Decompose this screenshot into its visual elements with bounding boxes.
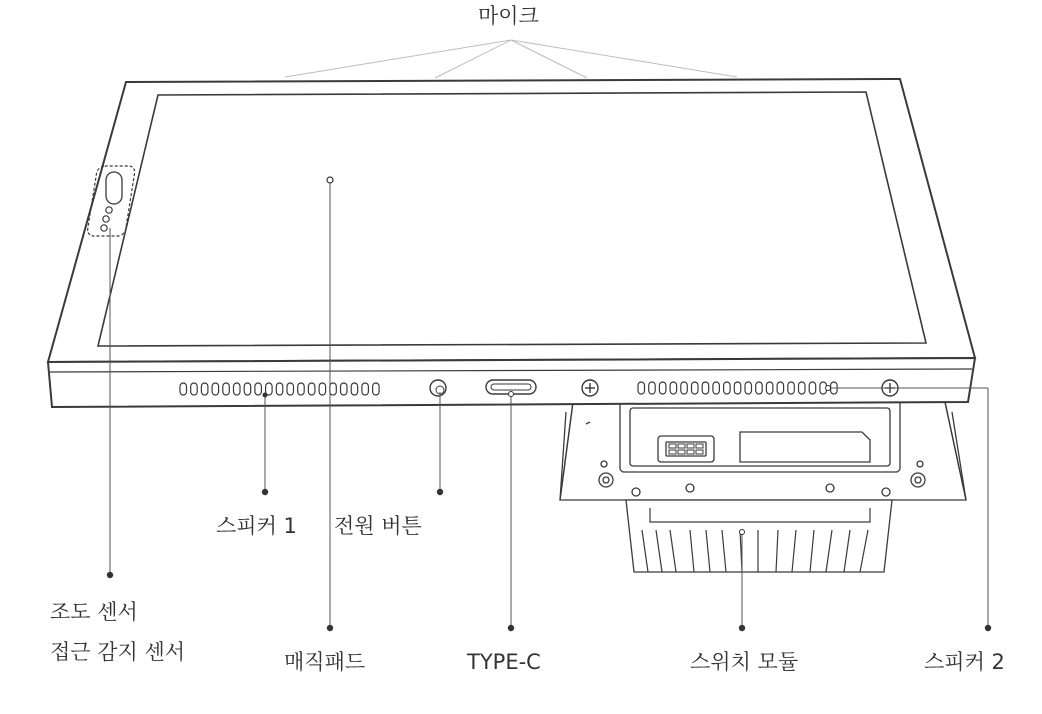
label-speaker-2: 스피커 2: [924, 650, 1005, 674]
microphone-leader-lines: [285, 40, 737, 78]
tablet-panel: [48, 79, 975, 407]
label-microphone: 마이크: [478, 4, 539, 28]
heat-sink: [626, 500, 892, 572]
label-switch-module: 스위치 모듈: [690, 650, 799, 674]
label-magic-pad: 매직패드: [284, 650, 366, 674]
label-illuminance-sensor: 조도 센서: [50, 600, 138, 624]
switch-module: [560, 400, 966, 572]
label-speaker-1: 스피커 1: [216, 514, 297, 538]
magic-pad-screen: [98, 92, 926, 346]
label-type-c: TYPE-C: [467, 650, 541, 674]
label-power-button: 전원 버튼: [334, 514, 422, 538]
label-proximity-sensor: 접근 감지 센서: [50, 640, 186, 664]
